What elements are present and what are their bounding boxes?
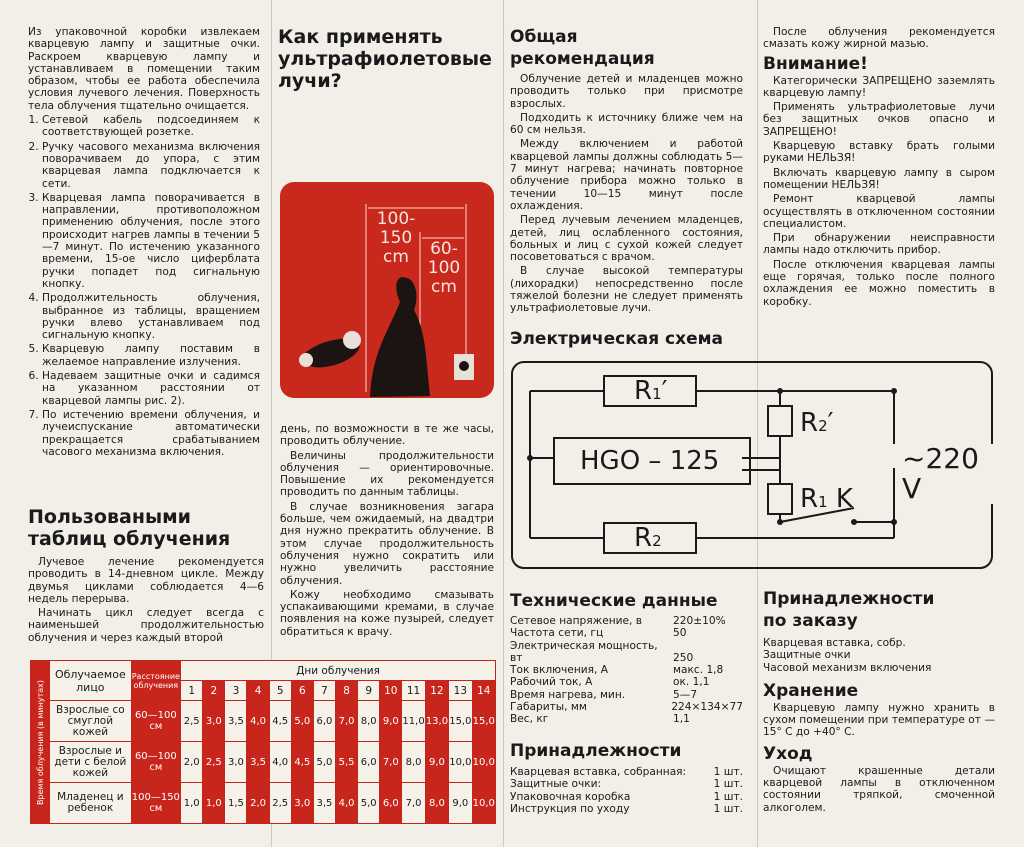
resistor-r2-prime-sub: 2 — [818, 417, 828, 435]
order-list — [763, 637, 995, 674]
table-row — [31, 701, 496, 742]
dose-value-cell: 9,0 — [425, 742, 448, 783]
list-item: Габариты, мм 224×134×77 — [510, 701, 743, 714]
dose-value-cell: 3,5 — [247, 742, 269, 783]
header-days: Дни облучения — [181, 661, 496, 681]
day-header-cell: 4 — [247, 681, 269, 701]
electrical-schema — [510, 358, 994, 572]
side-label-cell — [31, 661, 50, 824]
list-item: Упаковочная коробка 1 шт. — [510, 790, 743, 803]
day-header-cell: 9 — [358, 681, 380, 701]
switch-k-label: K — [835, 484, 853, 514]
accessories-list — [510, 766, 743, 815]
list-item: 5. Кварцевую лампу поставим в желаемое направление излучения. — [42, 343, 260, 368]
dose-value-cell: 5,0 — [313, 742, 335, 783]
list-item: Кварцевая вставка, собранная: 1 шт. — [510, 766, 743, 778]
list-item: Инструкция по уходу 1 шт. — [510, 802, 743, 815]
resistor-r2-sub: 2 — [652, 532, 662, 550]
column-4 — [763, 26, 995, 310]
day-header-cell: 14 — [472, 681, 495, 701]
distance-far-label: 100-150 cm — [376, 209, 416, 267]
table-row — [31, 742, 496, 783]
list-item: 4. Продолжительность облучения, выбранное из таблицы, вращением ручки влево устанавливаем под сигнальную кнопку. — [42, 292, 260, 341]
dose-value-cell: 1,0 — [203, 783, 225, 824]
dose-value-cell: 4,0 — [247, 701, 269, 742]
list-item: 2. Ручку часового механизма включения поворачиваем до упора, с этим кварцевая лампа подключается к сети. — [42, 141, 260, 190]
day-header-cell: 1 — [181, 681, 203, 701]
list-item: Защитные очки: 1 шт. — [510, 778, 743, 791]
accessories-section — [510, 740, 743, 815]
tech-title: Технические данные — [510, 591, 718, 611]
uv-usage-title: Как применять ультрафиолетовые лучи? — [278, 26, 492, 92]
dose-value-cell: 2,5 — [203, 742, 225, 783]
table-row — [31, 783, 496, 824]
dose-value-cell: 10,0 — [449, 742, 472, 783]
list-item: Защитные очки — [763, 649, 851, 662]
dose-value-cell: 5,5 — [335, 742, 357, 783]
paragraph: Кварцевую лампу нужно хранить в сухом помещении при температуре от —15° С до +40° С. — [763, 701, 995, 739]
resistor-r1-prime-label: R1′ — [634, 376, 668, 406]
paragraph: После отключения кварцевая лампы еще горячая, только после полного охлаждения ее можно поместить в коробку. — [763, 258, 995, 308]
dose-value-cell: 7,0 — [380, 742, 402, 783]
dose-value-cell: 15,0 — [472, 701, 495, 742]
column-4-lower — [763, 588, 995, 816]
dose-value-cell: 4,0 — [269, 742, 291, 783]
list-item: Ток включения, А макс. 1,8 — [510, 664, 724, 677]
side-label: Время облучения (в минутах) — [35, 679, 45, 805]
column-2 — [278, 26, 496, 92]
list-item: 7. По истечению времени облучения, и лучеиспускание автоматически прекращается срабатыванием часового механизма включения. — [42, 409, 260, 458]
storage-title: Хранение — [763, 680, 859, 701]
voltage-label: ~220 V — [902, 444, 994, 504]
resistor-r1-label: R1 K — [800, 484, 853, 514]
dose-value-cell: 5,0 — [358, 783, 380, 824]
continuation-paragraph: день, по возможности в те же часы, проводить облучение. — [280, 423, 494, 448]
dose-value-cell: 10,0 — [472, 783, 495, 824]
dose-value-cell: 4,0 — [335, 783, 357, 824]
lamp-hgo-125-label: HGO – 125 — [580, 446, 720, 476]
distance-cell: 60—100 см — [131, 742, 181, 783]
paragraph: Включать кварцевую лампу в сыром помещении НЕЛЬЗЯ! — [763, 166, 995, 191]
dose-value-cell: 8,0 — [358, 701, 380, 742]
dose-value-cell: 15,0 — [449, 701, 472, 742]
day-header-cell: 5 — [269, 681, 291, 701]
tech-list — [510, 615, 743, 726]
day-header-cell: 11 — [402, 681, 425, 701]
paragraph: Категорически ЗАПРЕЩЕНО заземлять кварцевую лампу! — [763, 74, 995, 99]
paragraph: Облучение детей и младенцев можно проводить только при присмотре взрослых. — [510, 73, 743, 110]
list-item: Частота сети, гц 50 — [510, 627, 687, 640]
dose-value-cell: 2,0 — [181, 742, 203, 783]
dose-value-cell: 2,5 — [181, 701, 203, 742]
table-paragraph: Начинать цикл следует всегда с наименьшей продолжительностью облучения и через каждый второй — [28, 607, 264, 644]
dose-value-cell: 1,0 — [181, 783, 203, 824]
list-item: Рабочий ток, А ок. 1,1 — [510, 676, 710, 689]
day-header-cell: 7 — [313, 681, 335, 701]
dose-value-cell: 11,0 — [402, 701, 425, 742]
day-header-cell: 6 — [291, 681, 313, 701]
resistor-r2-prime-label: R2′ — [800, 408, 834, 438]
paragraph: В случае высокой температуры (лихорадки) непосредственно после тяжелой болезни не следует применять ультрафиолетовые лучи. — [510, 265, 743, 315]
illustration — [280, 182, 494, 398]
paragraph: Между включением и работой кварцевой лампы должны соблюдать 5—7 минут нагрева; начинать повторное облучение прибора можно только в течении 10—15 минут после охлаждения. — [510, 138, 743, 212]
paragraph: Ремонт кварцевой лампы осуществлять в отключенном состоянии специалистом. — [763, 193, 995, 230]
steps-list — [28, 114, 260, 458]
paragraph: Кварцевую вставку брать голыми руками НЕЛЬЗЯ! — [763, 140, 995, 165]
dose-table — [30, 660, 496, 824]
dose-value-cell: 3,5 — [225, 701, 247, 742]
resistor-r1-sub: 1 — [818, 493, 828, 511]
tech-section — [510, 590, 743, 726]
day-header-cell: 13 — [449, 681, 472, 701]
table-section — [28, 506, 264, 646]
dose-value-cell: 6,0 — [358, 742, 380, 783]
paragraph: Перед лучевым лечением младенцев, детей, лиц ослабленного состояния, больных и лиц с сухой кожей следует посоветоваться с врачом. — [510, 214, 743, 264]
dose-value-cell: 7,0 — [402, 783, 425, 824]
table-paragraph: Лучевое лечение рекомендуется проводить в 14-дневном цикле. Между двумья циклами соблюдается 4—6 недель перерыва. — [28, 556, 264, 605]
column-1 — [28, 26, 260, 460]
list-item: Часовой механизм включения — [763, 661, 932, 674]
dose-value-cell: 4,5 — [291, 742, 313, 783]
dose-value-cell: 2,5 — [269, 783, 291, 824]
list-item: Электрическая мощность, вт 250 — [510, 639, 694, 664]
resistor-r1-prime-sub: 1 — [652, 385, 662, 403]
dose-value-cell: 3,0 — [291, 783, 313, 824]
dose-value-cell: 9,0 — [380, 701, 402, 742]
dose-value-cell: 8,0 — [402, 742, 425, 783]
distance-cell: 60—100 см — [131, 701, 181, 742]
dose-value-cell: 8,0 — [425, 783, 448, 824]
paragraph: Применять ультрафиолетовые лучи без защитных очков опасно и ЗАПРЕЩЕНО! — [763, 101, 995, 138]
general-recommendation-title: Общая рекомендация — [510, 27, 655, 69]
intro-paragraph: Из упаковочной коробки извлекаем кварцевую лампу и защитные очки. Раскроем кварцевую лампу и устанавливаем в помещении таким образом, чтобы ее работа обеспечила условия лучевого лечения. Поверхность тела облучения тщательно очищается. — [28, 26, 260, 112]
care-title: Уход — [763, 743, 813, 764]
accessories-title: Принадлежности — [510, 741, 682, 761]
header-person: Облучаемое лицо — [50, 661, 131, 701]
dose-value-cell: 6,0 — [380, 783, 402, 824]
list-item: Время нагрева, мин. 5—7 — [510, 688, 698, 701]
dose-value-cell: 5,0 — [291, 701, 313, 742]
distance-cell: 100—150 см — [131, 783, 181, 824]
list-item: Сетевое напряжение, в 220±10% — [510, 615, 726, 627]
paragraph: После облучения рекомендуется смазать кожу жирной мазью. — [763, 26, 995, 51]
person-cell: Взрослые со смуглой кожей — [50, 701, 131, 742]
dose-value-cell: 3,0 — [225, 742, 247, 783]
schema-title: Электрическая схема — [510, 329, 723, 349]
header-distance: Расстояние облучения — [131, 661, 181, 701]
dose-value-cell: 9,0 — [449, 783, 472, 824]
column-3 — [510, 26, 743, 317]
paragraph: Кожу необходимо смазывать успакаивающими кремами, в случае появления на коже пузырей, следует обратиться к врачу. — [280, 588, 494, 638]
table-section-title: Пользоваными таблиц облучения — [28, 506, 231, 550]
day-header-cell: 3 — [225, 681, 247, 701]
paragraph: Подходить к источнику ближе чем на 60 см нельзя. — [510, 111, 743, 137]
dose-value-cell: 2,0 — [247, 783, 269, 824]
list-item: Кварцевая вставка, собр. — [763, 637, 906, 649]
dose-value-cell: 7,0 — [335, 701, 357, 742]
list-item: 6. Надеваем защитные очки и садимся на указанном расстоянии от кварцевой лампы рис. 2). — [42, 370, 260, 407]
dose-value-cell: 1,5 — [225, 783, 247, 824]
day-header-cell: 10 — [380, 681, 402, 701]
dose-value-cell: 10,0 — [472, 742, 495, 783]
day-header-cell: 8 — [335, 681, 357, 701]
resistor-r2-label: R2 — [634, 523, 662, 553]
order-accessories-title: Принадлежности по заказу — [763, 589, 935, 631]
paragraph: В случае возникновения загара больше, чем ожидаемый, на двадтри дня нужно прекратить облучение. В этом случае продолжительность облучения нужно сократить или нужно увеличить расстояние облучения. — [280, 500, 494, 587]
dose-value-cell: 6,0 — [313, 701, 335, 742]
person-cell: Взрослые и дети с белой кожей — [50, 742, 131, 783]
list-item: Вес, кг 1,1 — [510, 713, 690, 726]
list-item: 3. Кварцевая лампа поворачивается в направлении, противоположном применению облучения, после этого происходит нагрев лампы в течении 5—7 минут. По истечению указанного времени, 15-ое число циферблата ручки попадет под сигнальную кнопку. — [42, 192, 260, 290]
day-header-cell: 12 — [425, 681, 448, 701]
warning-title: Внимание! — [763, 53, 868, 74]
paragraph: Очищают крашенные детали кварцевой лампы в отключенном состоянии тряпкой, смоченной алкоголем. — [763, 764, 995, 814]
dose-value-cell: 13,0 — [425, 701, 448, 742]
distance-near-label: 60-100 cm — [427, 239, 461, 297]
dose-value-cell: 4,5 — [269, 701, 291, 742]
person-cell: Младенец и ребенок — [50, 783, 131, 824]
day-header-cell: 2 — [203, 681, 225, 701]
dose-value-cell: 3,5 — [313, 783, 335, 824]
column-2-text — [280, 423, 494, 640]
paragraph: Величины продолжительности облучения — ориентировочные. Повышение их рекомендуется проводить по данным таблицы. — [280, 449, 494, 499]
dose-value-cell: 3,0 — [203, 701, 225, 742]
list-item: 1. Сетевой кабель подсоединяем к соответствующей розетке. — [42, 114, 260, 139]
paragraph: При обнаружении неисправности лампы надо отключить прибор. — [763, 232, 995, 257]
person-silhouette — [370, 277, 430, 397]
